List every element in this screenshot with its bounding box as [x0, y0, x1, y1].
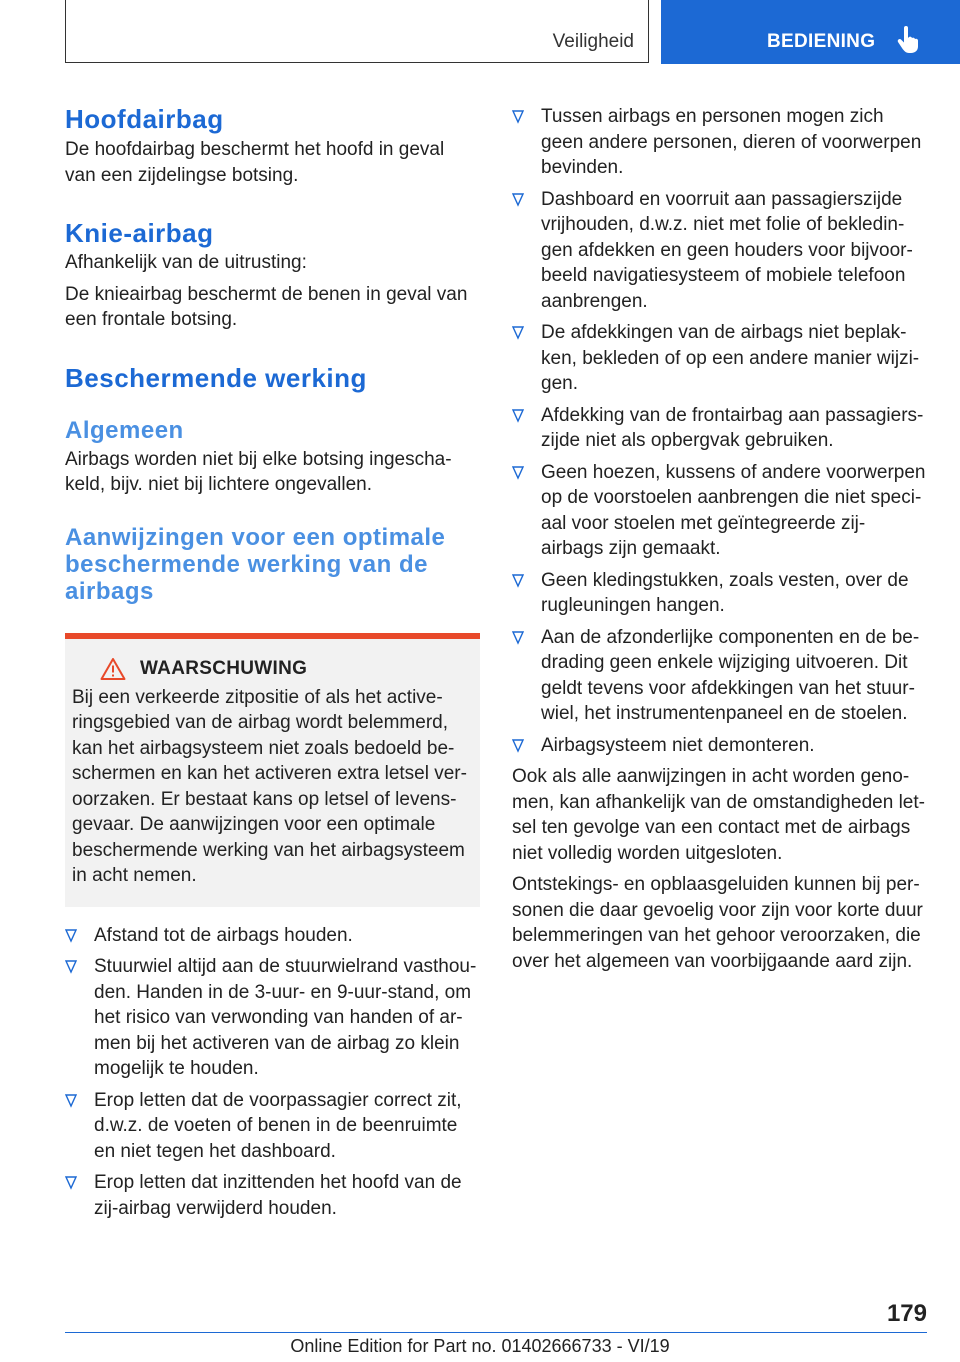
warning-box [65, 639, 480, 907]
list-item: Erop letten dat de voorpassagier correct zit, d.w.z. de voeten of benen in de beenruimte en niet tegen het dashboard. [65, 1088, 480, 1165]
heading-beschermende-werking: Beschermende werking [65, 362, 367, 393]
bullet-triangle-icon [65, 1094, 77, 1108]
footer-divider [65, 1332, 927, 1333]
edition-note: Online Edition for Part no. 01402666733 - VI/19 [290, 1336, 670, 1356]
list-item: Airbagsysteem niet demonteren. [512, 733, 927, 759]
bullet-triangle-icon [512, 110, 524, 124]
chapter-tab[interactable] [661, 0, 960, 64]
heading-aanwijzingen: Aanwijzingen voor een optimale beschermende werking van de airbags [65, 523, 446, 605]
bullet-triangle-icon [512, 466, 524, 480]
warning-triangle-icon [100, 657, 126, 681]
warning-title: WAARSCHUWING [140, 657, 308, 679]
algemeen-text: Airbags worden niet bij elke botsing ingeschakeld, bijv. niet bij lichtere ongevallen. [65, 448, 452, 495]
bullet-triangle-icon [512, 739, 524, 753]
bullet-triangle-icon [65, 929, 77, 943]
heading-algemeen: Algemeen [65, 416, 184, 444]
closing-paragraph-1: Ook als alle aanwijzingen in acht worden genomen, kan afhankelijk van de omstandigheden letsel ten gevolge van een contact met de airbags niet volledig worden uitgesloten. [512, 766, 925, 864]
left-column [65, 100, 480, 1227]
warning-text: Bij een verkeerde zitpositie of als het activeringsgebied van de airbag wordt belemmerd, kan het airbagsysteem niet zoals bedoeld beschermen en kan het activeren extra letsel veroorzaken. Er bestaat kans op letsel of levensgevaar. De aanwijzingen voor een optimale beschermende werking van het airbagsysteem in acht nemen. [72, 686, 467, 886]
list-item: Afstand tot de airbags houden. [65, 923, 480, 949]
page-number: 179 [886, 1300, 927, 1327]
right-bullet-list [512, 104, 927, 758]
list-item: Aan de afzonderlijke componenten en de bedrading geen enkele wijziging uitvoeren. Dit geldt tevens voor afdekkingen van het stuurwiel, het instrumentenpaneel en de stoelen. [512, 625, 927, 727]
knie-text: De knieairbag beschermt de benen in geval van een frontale botsing. [65, 283, 468, 330]
bullet-triangle-icon [65, 1176, 77, 1190]
bullet-triangle-icon [512, 409, 524, 423]
knie-text-condition: Afhankelijk van de uitrusting: [65, 252, 307, 273]
list-item: Dashboard en voorruit aan passagierszijde vrijhouden, d.w.z. niet met folie of bekledingen afdekken en geen houders voor bijvoorbeeld navigatiesysteem of mobiele telefoon aanbrengen. [512, 187, 927, 315]
hoofdairbag-text: De hoofdairbag beschermt het hoofd in geval van een zijdelingse botsing. [65, 139, 445, 186]
list-item: Afdekking van de frontairbag aan passagierszijde niet als opbergvak gebruiken. [512, 403, 927, 454]
header-section-box [65, 0, 649, 63]
bullet-triangle-icon [512, 574, 524, 588]
left-bullet-list [65, 923, 480, 1222]
bullet-triangle-icon [512, 193, 524, 207]
list-item: De afdekkingen van de airbags niet beplakken, bekleden of op een andere manier wijzigen. [512, 320, 927, 397]
right-column [512, 104, 927, 974]
list-item: Tussen airbags en personen mogen zich geen andere personen, dieren of voorwerpen bevinden. [512, 104, 927, 181]
closing-paragraph-2: Ontstekings- en opblaasgeluiden kunnen bij personen die daar gevoelig voor zijn voor korte duur belemmeringen van het gehoor veroorzaken, die over het algemeen van voorbijgaande aard zijn. [512, 874, 923, 972]
section-title: Veiligheid [552, 31, 634, 52]
list-item: Stuurwiel altijd aan de stuurwielrand vasthouden. Handen in de 3-uur- en 9-uur-stand, om het risico van verwonding van handen of armen bij het activeren van de airbag zo klein mogelijk te houden. [65, 954, 480, 1082]
list-item: Geen hoezen, kussens of andere voorwerpen op de voorstoelen aanbrengen die niet speciaal voor stoelen met geïntegreerde zij-airbags zijn gemaakt. [512, 460, 927, 562]
bullet-triangle-icon [65, 960, 77, 974]
bullet-triangle-icon [512, 631, 524, 645]
bullet-triangle-icon [512, 326, 524, 340]
heading-knie-airbag: Knie-airbag [65, 218, 214, 248]
list-item: Geen kledingstukken, zoals vesten, over de rugleuningen hangen. [512, 568, 927, 619]
chapter-tab-label: BEDIENING [767, 31, 876, 52]
heading-hoofdairbag: Hoofdairbag [65, 104, 224, 134]
list-item: Erop letten dat inzittenden het hoofd van de zij-airbag verwijderd houden. [65, 1170, 480, 1221]
pointing-hand-icon [897, 26, 921, 54]
